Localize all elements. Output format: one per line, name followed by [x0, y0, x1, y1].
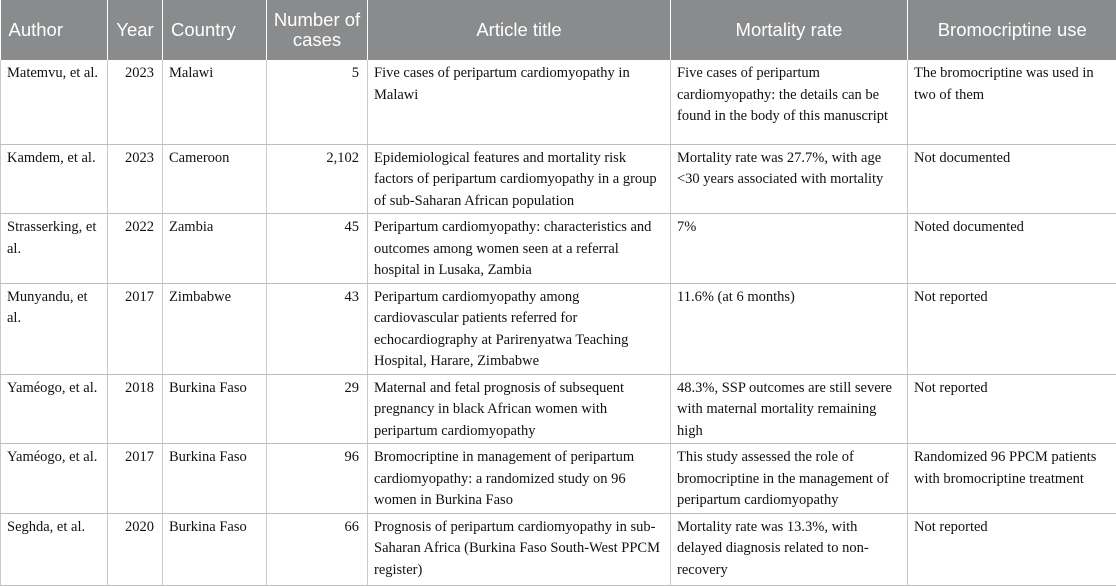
header-bromocriptine-use: Bromocriptine use — [908, 0, 1116, 60]
header-year: Year — [108, 0, 163, 60]
cell-country: Malawi — [163, 60, 267, 144]
cell-bromocriptine-use: The bromocriptine was used in two of them — [908, 60, 1116, 144]
cell-author: Matemvu, et al. — [1, 60, 108, 144]
cell-mortality-rate: Mortality rate was 13.3%, with delayed diagnosis related to non-recovery — [671, 513, 908, 585]
cell-article-title: Bromocriptine in management of peripartum cardiomyopathy: a randomized study on 96 women in Burkina Faso — [368, 444, 671, 514]
table-body — [1, 60, 1116, 585]
table-row — [1, 283, 1116, 374]
cell-country: Burkina Faso — [163, 513, 267, 585]
cell-number-of-cases: 45 — [267, 214, 368, 284]
cell-mortality-rate: 7% — [671, 214, 908, 284]
cell-article-title: Prognosis of peripartum cardiomyopathy in sub-Saharan Africa (Burkina Faso South-West PPCM register) — [368, 513, 671, 585]
cell-country: Burkina Faso — [163, 374, 267, 444]
cell-number-of-cases: 96 — [267, 444, 368, 514]
cell-bromocriptine-use: Not reported — [908, 283, 1116, 374]
cell-article-title: Peripartum cardiomyopathy: characteristics and outcomes among women seen at a referral hospital in Lusaka, Zambia — [368, 214, 671, 284]
table-row — [1, 444, 1116, 514]
cell-author: Yaméogo, et al. — [1, 444, 108, 514]
cell-article-title: Peripartum cardiomyopathy among cardiovascular patients referred for echocardiography at Parirenyatwa Teaching Hospital, Harare, Zimbabwe — [368, 283, 671, 374]
header-author: Author — [1, 0, 108, 60]
cell-number-of-cases: 2,102 — [267, 144, 368, 214]
cell-article-title: Maternal and fetal prognosis of subsequent pregnancy in black African women with peripartum cardiomyopathy — [368, 374, 671, 444]
cell-year: 2017 — [108, 444, 163, 514]
cell-year: 2017 — [108, 283, 163, 374]
table-row — [1, 513, 1116, 585]
cell-bromocriptine-use: Not documented — [908, 144, 1116, 214]
cell-mortality-rate: Five cases of peripartum cardiomyopathy: the details can be found in the body of this manuscript — [671, 60, 908, 144]
header-country: Country — [163, 0, 267, 60]
cell-author: Seghda, et al. — [1, 513, 108, 585]
cell-country: Zambia — [163, 214, 267, 284]
header-number-of-cases: Number of cases — [267, 0, 368, 60]
cell-year: 2020 — [108, 513, 163, 585]
cell-number-of-cases: 66 — [267, 513, 368, 585]
table-row — [1, 60, 1116, 144]
cell-bromocriptine-use: Not reported — [908, 374, 1116, 444]
cell-number-of-cases: 29 — [267, 374, 368, 444]
cell-country: Zimbabwe — [163, 283, 267, 374]
cell-year: 2023 — [108, 144, 163, 214]
cell-year: 2023 — [108, 60, 163, 144]
cell-mortality-rate: 48.3%, SSP outcomes are still severe with maternal mortality remaining high — [671, 374, 908, 444]
cell-author: Strasserking, et al. — [1, 214, 108, 284]
header-mortality-rate: Mortality rate — [671, 0, 908, 60]
cell-article-title: Five cases of peripartum cardiomyopathy in Malawi — [368, 60, 671, 144]
cell-bromocriptine-use: Not reported — [908, 513, 1116, 585]
cell-author: Yaméogo, et al. — [1, 374, 108, 444]
header-article-title: Article title — [368, 0, 671, 60]
cell-country: Burkina Faso — [163, 444, 267, 514]
cell-article-title: Epidemiological features and mortality risk factors of peripartum cardiomyopathy in a group of sub-Saharan African population — [368, 144, 671, 214]
cell-author: Munyandu, et al. — [1, 283, 108, 374]
cell-number-of-cases: 43 — [267, 283, 368, 374]
cell-number-of-cases: 5 — [267, 60, 368, 144]
cell-mortality-rate: This study assessed the role of bromocriptine in the management of peripartum cardiomyopathy — [671, 444, 908, 514]
cell-mortality-rate: 11.6% (at 6 months) — [671, 283, 908, 374]
cell-year: 2018 — [108, 374, 163, 444]
cell-country: Cameroon — [163, 144, 267, 214]
cell-author: Kamdem, et al. — [1, 144, 108, 214]
table-row — [1, 144, 1116, 214]
cell-year: 2022 — [108, 214, 163, 284]
cell-bromocriptine-use: Noted documented — [908, 214, 1116, 284]
cell-mortality-rate: Mortality rate was 27.7%, with age <30 years associated with mortality — [671, 144, 908, 214]
table-header — [1, 0, 1116, 60]
table-row — [1, 214, 1116, 284]
table-row — [1, 374, 1116, 444]
header-row — [1, 0, 1116, 60]
cell-bromocriptine-use: Randomized 96 PPCM patients with bromocriptine treatment — [908, 444, 1116, 514]
